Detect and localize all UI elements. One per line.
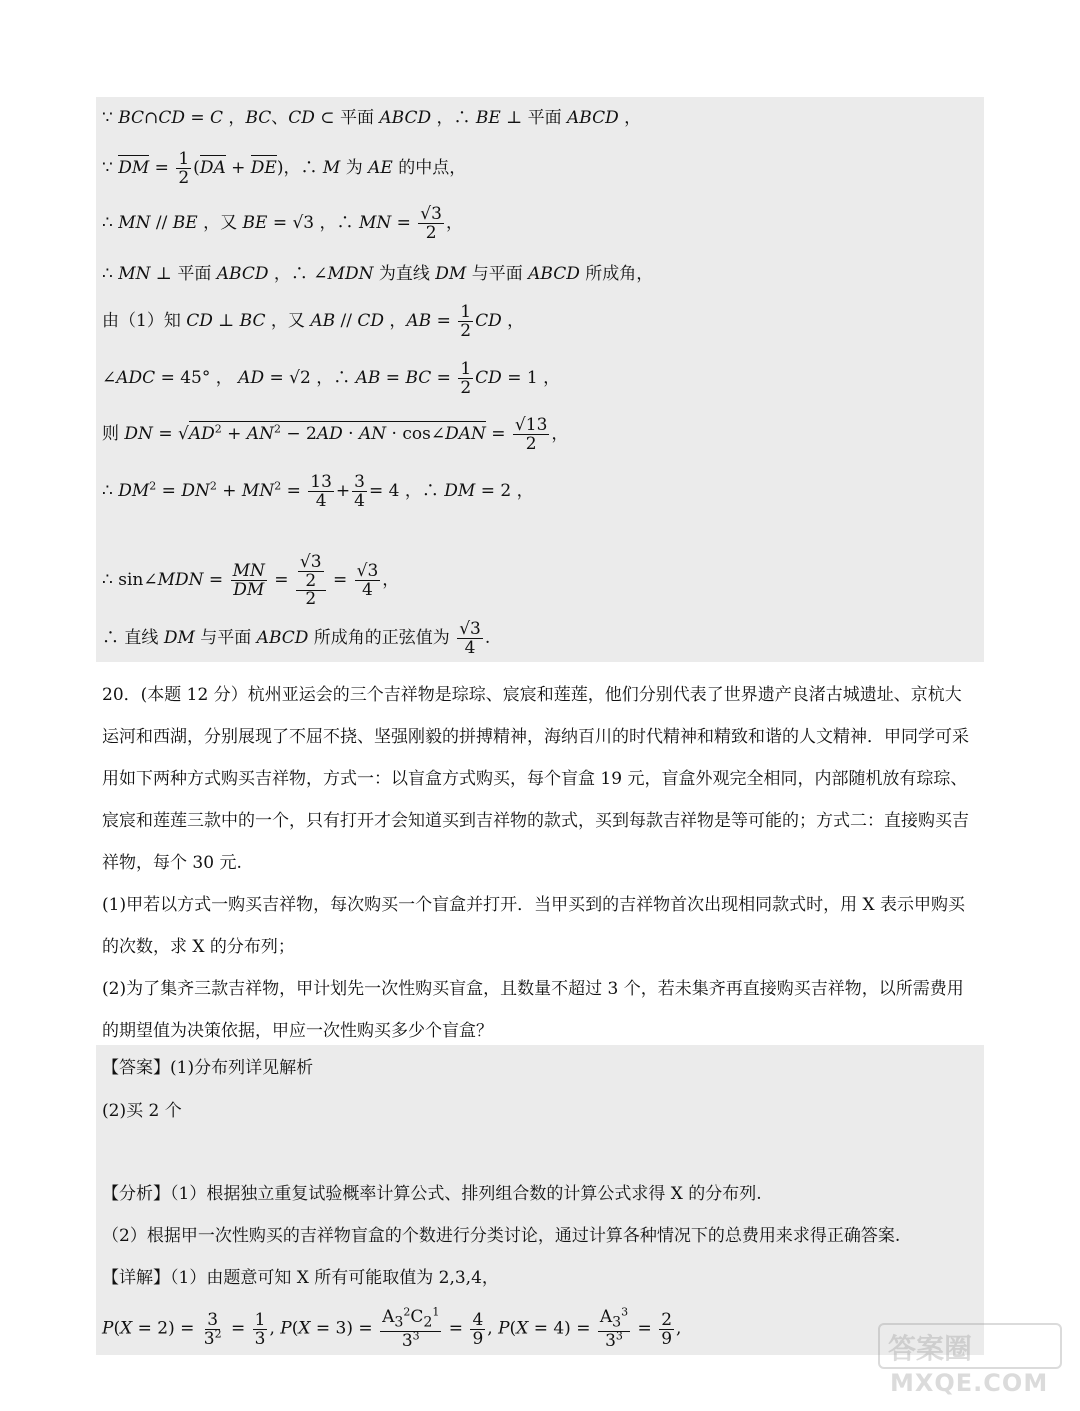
solution-line-3: ∴ MN // BE ，又 BE = √3 ，∴ MN = $\frac{√3}{2}$ ， bbox=[102, 204, 463, 243]
solution-line-2: ∵ DM = $\frac{1}{2}$ (DA + DE)，∴ M 为 AE 的中点， bbox=[102, 149, 467, 188]
problem20-question-1: (1)甲若以方式一购买吉祥物，每次购买一个盲盒并打开．当甲买到的吉祥物首次出现相同款式时，用 X 表示甲购买的次数，求 X 的分布列； bbox=[102, 895, 965, 957]
problem20-paragraph: 20．(本题 12 分）杭州亚运会的三个吉祥物是琮琮、宸宸和莲莲，他们分别代表了世界遗产良渚古城遗址、京杭大运河和西湖，分别展现了不屈不挠、坚强刚毅的拼搏精神，海纳百川的时代精神和精致和谐的人文精神．甲同学可采用如下两种方式购买吉祥物，方式一：以盲盒方式购买，每个盲盒 19 元，盲盒外观完全相同，内部随机放有琮琮、宸宸和莲莲三款中的一个，只有打开才会知道买到吉祥物的款式，买到每款吉祥物是等可能的；方式二：直接购买吉祥物，每个 30 元. bbox=[102, 685, 969, 873]
watermark-logo: 答案圈 bbox=[888, 1332, 973, 1365]
solution-line-4: ∴ MN ⊥ 平面 ABCD ，∴ ∠MDN 为直线 DM 与平面 ABCD 所成角， bbox=[102, 264, 654, 284]
analysis-line-1: 【分析】（1）根据独立重复试验概率计算公式、排列组合数的计算公式求得 X 的分布列. bbox=[102, 1184, 762, 1204]
problem20-question-2: (2)为了集齐三款吉祥物，甲计划先一次性购买盲盒，且数量不超过 3 个，若未集齐再直接购买吉祥物，以所需费用的期望值为决策依据，甲应一次性购买多少个盲盒？ bbox=[102, 979, 964, 1041]
answer-line-2: (2)买 2 个 bbox=[102, 1101, 182, 1121]
watermark bbox=[878, 1323, 1058, 1397]
watermark-site: MXQE.COM bbox=[890, 1369, 1049, 1397]
solution-line-8: ∴ $DM^2 = DN^2 + MN^2$ = $\frac{13}{4}$ + $\frac{3}{4}$ = 4 ，∴ DM = 2 ， bbox=[102, 472, 534, 511]
solution-line-9: ∴ sin∠MDN = $\frac{MN}{DM}$ = $\frac{\frac{√3}{2}}{2}$ = $\frac{√3}{4}$ ， bbox=[102, 552, 400, 609]
analysis-line-3: 【详解】（1）由题意可知 X 所有可能取值为 2,3,4， bbox=[102, 1268, 499, 1288]
solution-line-10: ∴ 直线 DM 与平面 ABCD 所成角的正弦值为 $\frac{√3}{4}$ . bbox=[102, 619, 491, 658]
solution-line-7: 则 DN = $√AD^2 + AN^2 - 2AD$ · AN · cos∠DAN = $\frac{√13}{2}$ ， bbox=[102, 415, 569, 454]
solution-line-1: ∵ BC∩CD = C ，BC、CD ⊂ 平面 ABCD ，∴ BE ⊥ 平面 ABCD ， bbox=[102, 108, 642, 128]
solution-line-6: ∠ADC = 45° ， AD = √2 ，∴ AB = BC = $\frac{1}{2}$ CD = 1 ， bbox=[102, 359, 561, 398]
solution-line-5: 由（1）知 CD ⊥ BC ，又 AB // CD ，AB = $\frac{1}{2}$ CD ， bbox=[102, 302, 525, 341]
analysis-line-4: P(X = 2) = $\frac{3}{3^2}$ = $\frac{1}{3}$ , P(X = 3) = $\frac{A_3^2C_2^1}{3^3}$ = $\frac{4}{9}$ , P(X = 4) = $\frac{A_3^3}{3^3}$ = $\frac{2}{9}$ , bbox=[102, 1305, 682, 1352]
analysis-line-2: （2）根据甲一次性购买的吉祥物盲盒的个数进行分类讨论，通过计算各种情况下的总费用来求得正确答案. bbox=[102, 1226, 901, 1246]
answer-line-1: 【答案】(1)分布列详见解析 bbox=[102, 1058, 314, 1078]
